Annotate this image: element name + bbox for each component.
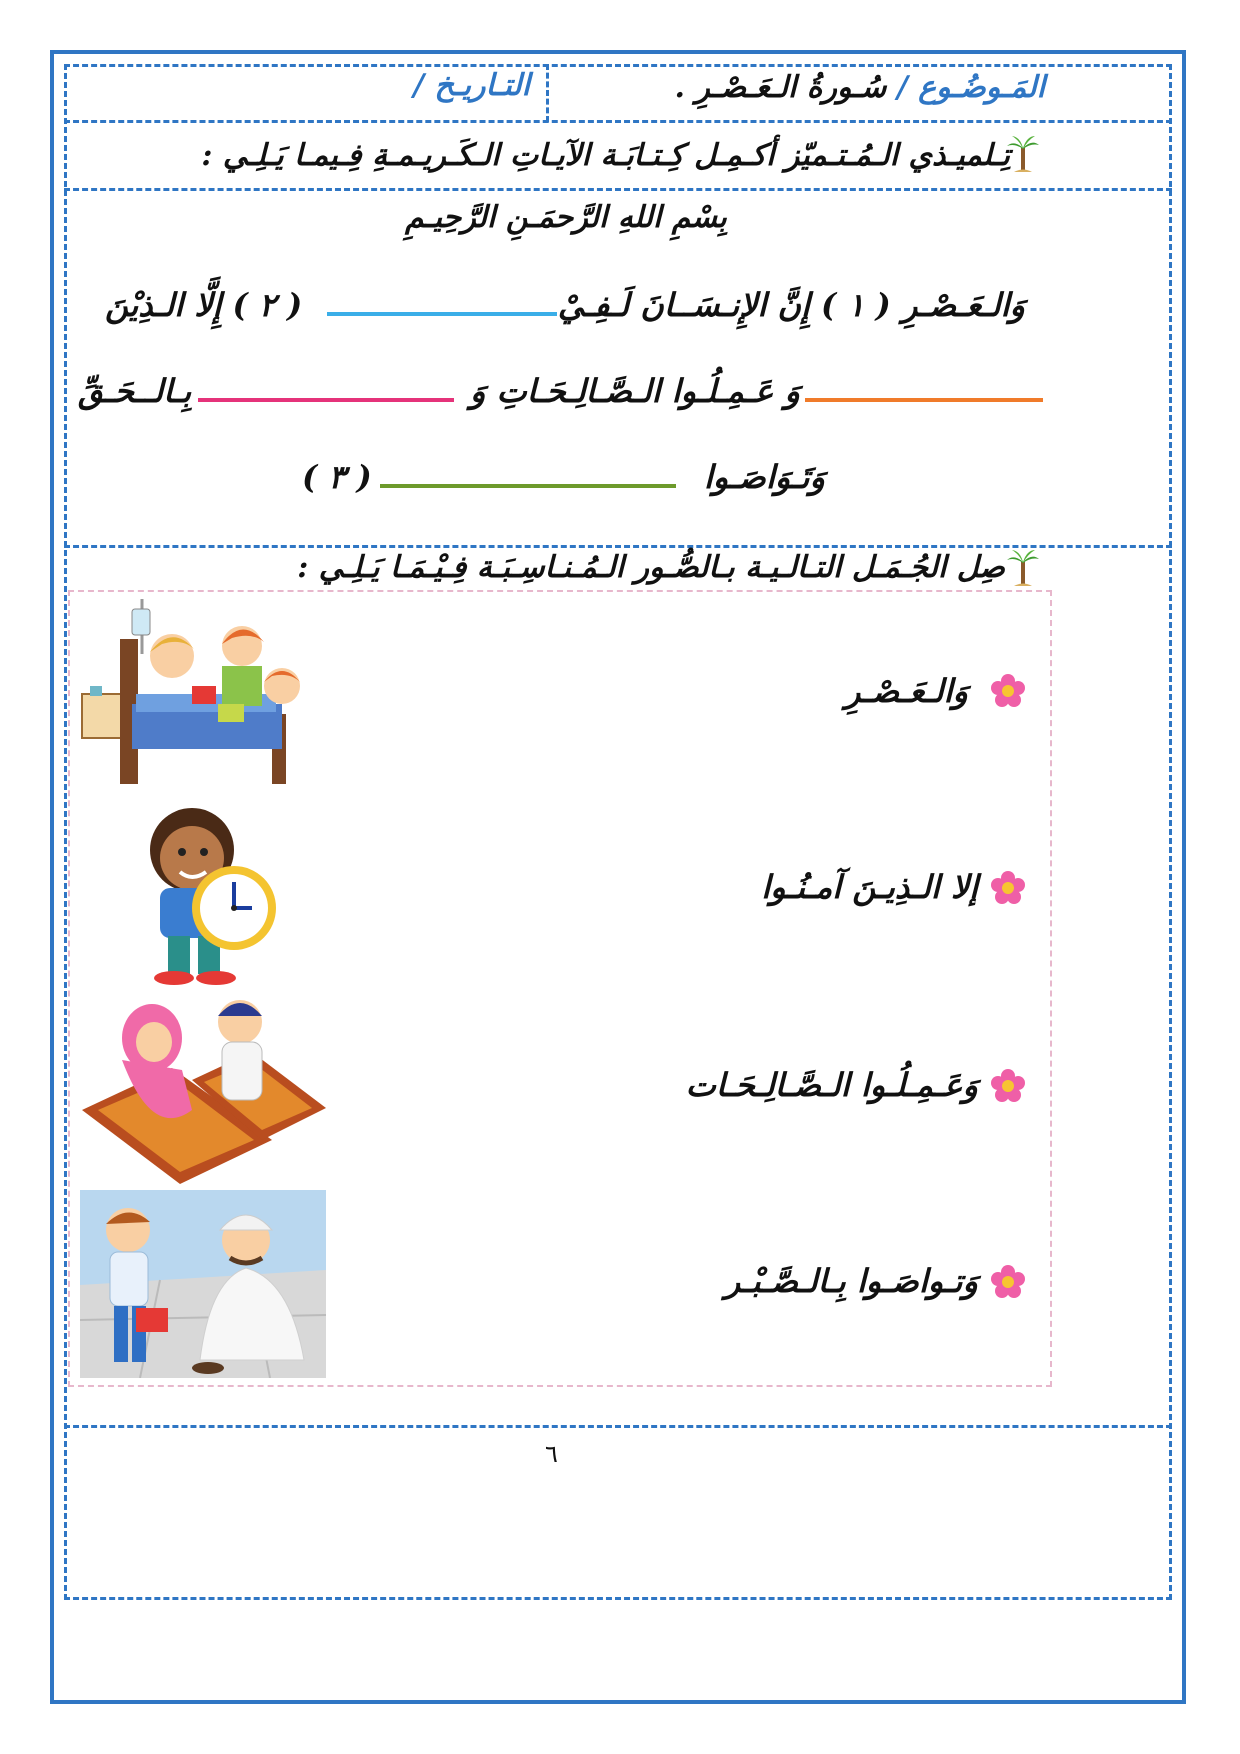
- match-item-2: إلا الـذِيـنَ آمـنُـوا: [761, 868, 978, 906]
- flower-icon: [990, 673, 1026, 709]
- palm-tree-icon: [1006, 548, 1040, 588]
- subject-label: المَـوضُـوع /: [896, 70, 1045, 105]
- boy-holding-clock-illustration[interactable]: [130, 800, 278, 986]
- divider: [64, 188, 1172, 191]
- subject-value: سُـورةُ الـعَـصْـرِ .: [674, 70, 887, 105]
- match-item-4: وَتـواصَـوا بِـالـصَّـبْـر: [724, 1262, 978, 1300]
- section2-instruction: صِل الجُـمَـل التـالـيـة بـالصُّـور الـمُـنـاسِـبَـة فِـيْـمَـا يَـلِـي :: [297, 550, 1005, 585]
- divider: [64, 1425, 1172, 1428]
- flower-icon: [990, 1068, 1026, 1104]
- palm-tree-icon: [1006, 134, 1040, 174]
- blank-line-1[interactable]: [327, 312, 557, 316]
- blank-line-3[interactable]: [198, 398, 454, 402]
- flower-icon: [990, 1264, 1026, 1300]
- verse-line3-end: ( ٣ ): [302, 458, 372, 496]
- blank-line-2[interactable]: [805, 398, 1043, 402]
- basmala: بِسْمِ اللهِ الرَّحمَـنِ الرَّحِيـمِ: [405, 200, 727, 235]
- children-praying-illustration[interactable]: [82, 990, 328, 1184]
- blank-line-4[interactable]: [380, 484, 676, 488]
- boy-helping-old-man-illustration[interactable]: [80, 1190, 326, 1378]
- divider: [64, 120, 1172, 123]
- sick-child-visit-illustration[interactable]: [72, 594, 324, 790]
- match-item-3: وَعَـمِـلُـوا الـصَّـالِـحَـات: [685, 1066, 978, 1104]
- flower-icon: [990, 870, 1026, 906]
- verse-line1-start: وَالـعَـصْـرِ ( ١ ) إِنَّ الإِنـسَــانَ لَـفِـيْ: [557, 286, 1025, 324]
- verse-line2-end: بِـالــحَـقِّ: [78, 372, 192, 410]
- page-number: ٦: [545, 1440, 558, 1468]
- verse-line3-start: وَتَـوَاصَـوا: [703, 458, 825, 496]
- date-label: التـاريـخ /: [413, 68, 530, 103]
- match-item-1: وَالـعَـصْـرِ: [844, 672, 968, 710]
- header-divider: [546, 64, 549, 122]
- section1-instruction: تِـلميـذي الـمُـتـميّز أكـمِـل كِـتـابَـة الآيـاتِ الـكَـريـمـةِ فِـيمـا يَـلِـي :: [201, 138, 1010, 173]
- verse-line1-end: ( ٢ ) إِلَّا الـذِيْنَ: [105, 286, 303, 324]
- verse-line2-mid: وَ عَـمِـلُـوا الـصَّـالِـحَـاتِ وَ: [470, 372, 800, 410]
- subject-row: [675, 70, 1045, 105]
